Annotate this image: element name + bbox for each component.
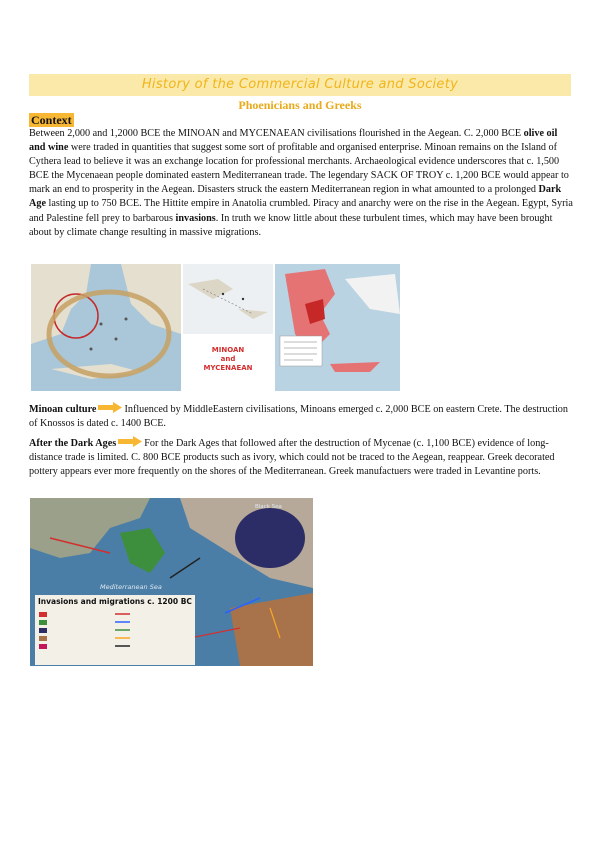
page-title: History of the Commercial Culture and Society	[141, 77, 459, 92]
map-minoan-mycenaean-label	[183, 264, 273, 391]
minoan-heading: Minoan culture	[29, 404, 97, 415]
sea-label: Mediterranean Sea	[100, 583, 162, 591]
map-label-mycenaean: MYCENAEAN	[203, 364, 253, 372]
minoan-paragraph: Minoan culture Influenced by MiddleEastern civilisations, Minoans emerged c. 2,000 BCE on eastern Crete. The destruction of Knossos is dated c. 1400 BCE.	[29, 404, 568, 430]
dark-ages-heading: After the Dark Ages	[29, 438, 117, 449]
legend-title: Invasions and migrations c. 1200 BC	[38, 597, 192, 606]
section-label-context: Context	[31, 113, 72, 127]
map-mycenaean-greece	[275, 264, 400, 391]
map-invasions-migrations	[30, 498, 313, 666]
map-aegean-cycladic	[31, 264, 181, 391]
page-subtitle: Phoenicians and Greeks	[238, 98, 362, 112]
dark-ages-paragraph: After the Dark Ages For the Dark Ages that followed after the destruction of Mycenae (c. 1,100 BCE) evidence of long-distance trade is limited. C. 800 BCE products such as ivory, which could not be traced to the Aegean, reappear. Greek decorated pottery appears ever more frequently on the shores of the Mediterranean. Greek manufactuers were traded in Levantine ports.	[29, 438, 555, 478]
black-sea-label: Black Sea	[255, 504, 282, 510]
arrow-right-icon	[98, 402, 122, 413]
map-label-minoan: MINOAN	[211, 346, 245, 354]
arrow-right-icon	[118, 436, 142, 447]
context-paragraph: Between 2,000 and 1,2000 BCE the MINOAN and MYCENAEAN civilisations flourished in the Aegean. C. 2,000 BCE olive oil and wine were traded in quantities that suggest some sort of profitable and organised enterprise. Minoan remains on the Island of Cythera lead to believe it was an exchange location for professional merchants. Archaeological evidence underscores that c. 1,500 BCE the Mycenaean people dominated eastern Mediterranean trade. The legendary SACK OF TROY c. 1,200 BCE would appear to mark an end to prosperity in the Aegean. Disasters struck the eastern Mediterranean region in what amounted to a prolonged Dark Age lasting up to 750 BCE. The Hittite empire in Anatolia crumbled. Piracy and anarchy were on the rise in the Aegean. Egypt, Syria and Palestine fell prey to barbarous invasions. In truth we know little about these turbulent times, which may have been brought about by climate change resulting in massive migrations.	[29, 128, 573, 238]
map-label-and: and	[220, 355, 236, 363]
